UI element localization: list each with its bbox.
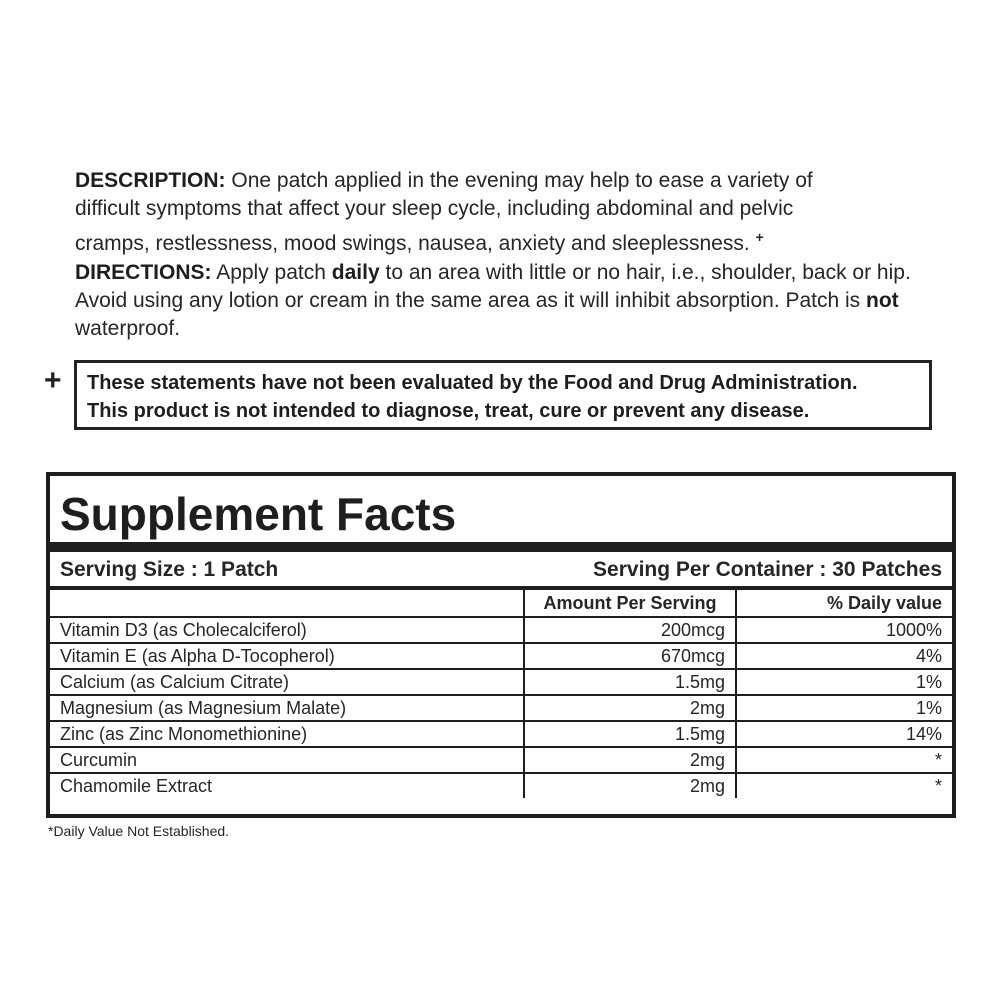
directions-line-1a: Apply patch [216, 261, 326, 284]
fda-disclaimer-box [74, 360, 932, 430]
directions-daily-emphasis: daily [331, 261, 380, 284]
description-line-3: cramps, restlessness, mood swings, nausea, anxiety and sleeplessness. [75, 232, 750, 255]
table-row [50, 773, 952, 798]
description-line-1: One patch applied in the evening may help to ease a variety of [231, 169, 813, 192]
nutrient-daily-value: 1000% [736, 617, 952, 643]
daily-value-footnote: *Daily Value Not Established. [48, 823, 230, 839]
nutrients-table [50, 590, 952, 798]
table-row [50, 617, 952, 643]
description-paragraph [75, 167, 955, 258]
nutrient-name: Chamomile Extract [50, 773, 524, 798]
nutrient-daily-value: * [736, 747, 952, 773]
nutrient-daily-value: 1% [736, 695, 952, 721]
description-line-2: difficult symptoms that affect your sleep cycle, including abdominal and pelvic [75, 197, 794, 220]
nutrient-amount: 1.5mg [524, 669, 736, 695]
nutrient-daily-value: 4% [736, 643, 952, 669]
nutrient-amount: 2mg [524, 747, 736, 773]
directions-line-1b: to an area with little or no hair, i.e., shoulder, back or hip. [385, 261, 911, 284]
nutrient-daily-value: 14% [736, 721, 952, 747]
serving-size: Serving Size : 1 Patch [60, 558, 279, 581]
servings-per-container: Serving Per Container : 30 Patches [593, 558, 942, 581]
nutrient-amount: 2mg [524, 695, 736, 721]
description-footnote-mark: + [755, 229, 764, 245]
table-header-row [50, 590, 952, 617]
description-label: DESCRIPTION: [75, 169, 226, 192]
disclaimer-line-1: These statements have not been evaluated by the Food and Drug Administration. [87, 372, 858, 394]
nutrient-amount: 1.5mg [524, 721, 736, 747]
header-amount: Amount Per Serving [524, 590, 736, 617]
nutrient-name: Calcium (as Calcium Citrate) [50, 669, 524, 695]
nutrient-daily-value: * [736, 773, 952, 798]
nutrient-amount: 200mcg [524, 617, 736, 643]
disclaimer-line-2: This product is not intended to diagnose, treat, cure or prevent any disease. [87, 400, 810, 422]
header-nutrient [50, 590, 524, 617]
table-row [50, 747, 952, 773]
directions-line-3: waterproof. [75, 317, 181, 340]
nutrient-name: Vitamin D3 (as Cholecalciferol) [50, 617, 524, 643]
directions-line-2a: Avoid using any lotion or cream in the same area as it will inhibit absorption. Patch is [75, 289, 861, 312]
nutrient-name: Zinc (as Zinc Monomethionine) [50, 721, 524, 747]
thick-divider [50, 542, 952, 552]
nutrient-amount: 670mcg [524, 643, 736, 669]
table-row [50, 695, 952, 721]
nutrient-amount: 2mg [524, 773, 736, 798]
nutrient-name: Magnesium (as Magnesium Malate) [50, 695, 524, 721]
table-row [50, 721, 952, 747]
header-daily-value: % Daily value [736, 590, 952, 617]
table-row [50, 669, 952, 695]
facts-title: Supplement Facts [60, 488, 457, 540]
directions-label: DIRECTIONS: [75, 261, 212, 284]
table-row [50, 643, 952, 669]
plus-icon: + [44, 364, 62, 397]
nutrient-name: Curcumin [50, 747, 524, 773]
supplement-facts-panel [46, 472, 956, 818]
directions-paragraph [75, 259, 955, 343]
nutrient-name: Vitamin E (as Alpha D-Tocopherol) [50, 643, 524, 669]
directions-not-emphasis: not [866, 289, 899, 312]
serving-row [50, 552, 952, 588]
nutrient-daily-value: 1% [736, 669, 952, 695]
